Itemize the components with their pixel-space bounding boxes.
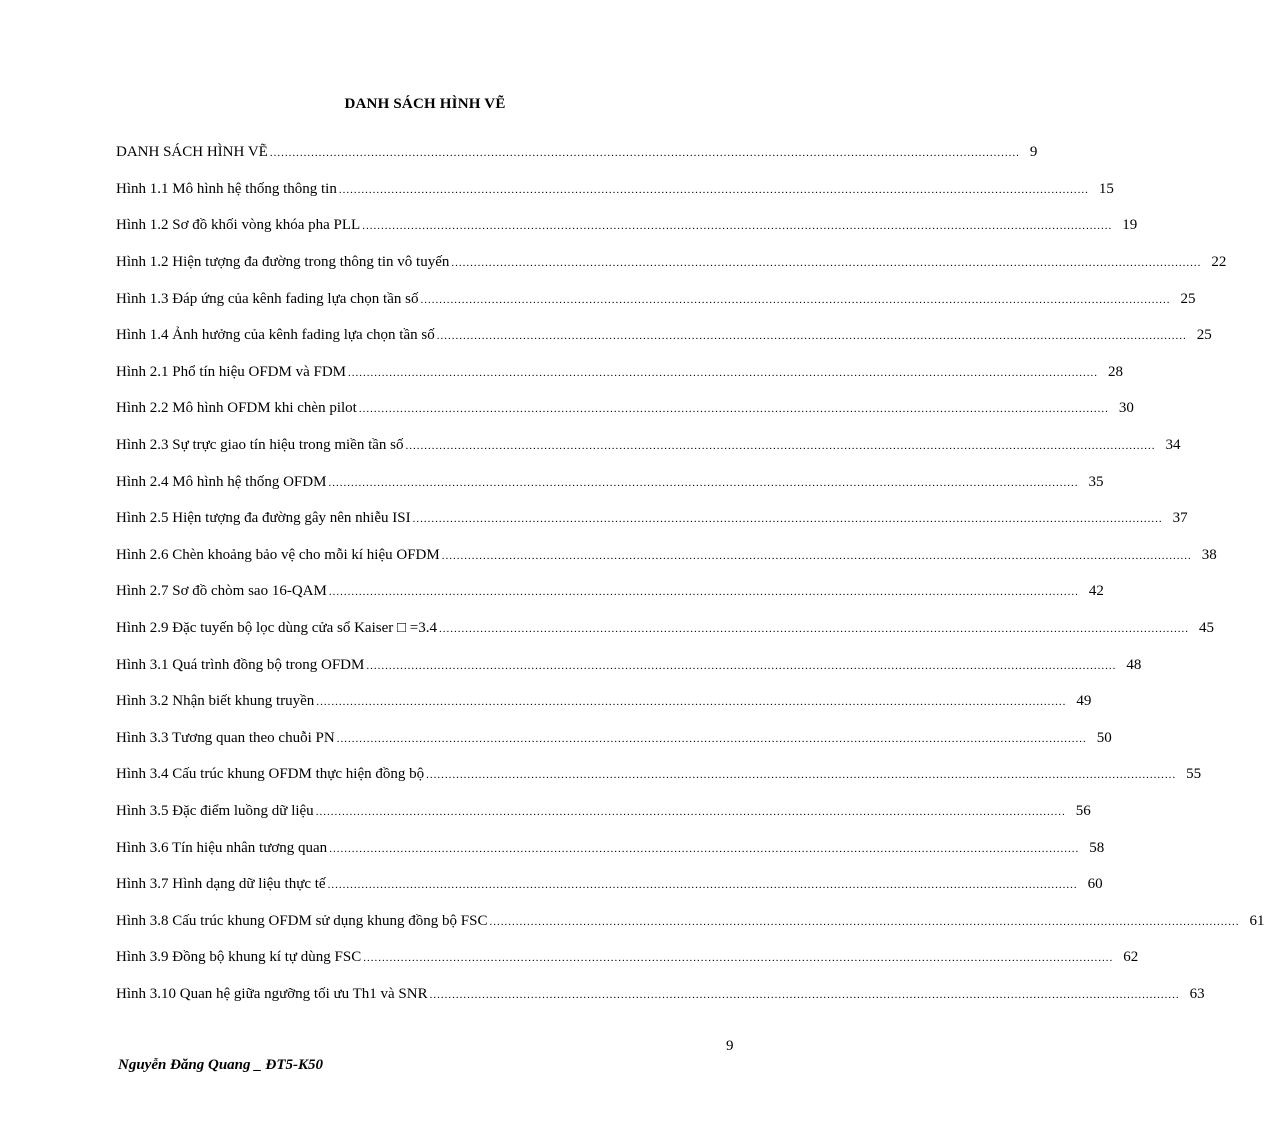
list-item[interactable]: [116, 463, 1104, 500]
entry-page-number: 15: [1098, 180, 1114, 197]
list-item[interactable]: [116, 134, 1038, 171]
entry-label: Hình 3.6 Tín hiệu nhân tương quan: [116, 839, 328, 856]
list-item[interactable]: [116, 610, 1214, 647]
list-item[interactable]: [116, 939, 1139, 976]
list-item[interactable]: [116, 207, 1138, 244]
list-item[interactable]: [116, 829, 1105, 866]
dot-leader: ........................................................................................................................................................................................................: [420, 293, 1171, 306]
dot-leader: ........................................................................................................................................................................................................: [451, 257, 1202, 270]
dot-leader: ........................................................................................................................................................................................................: [329, 842, 1080, 855]
list-item[interactable]: [116, 720, 1112, 757]
entry-label: Hình 3.8 Cấu trúc khung OFDM sử dụng khung đồng bộ FSC: [116, 912, 488, 929]
entry-page-number: 45: [1199, 620, 1214, 637]
entry-label: Hình 3.10 Quan hệ giữa ngưỡng tối ưu Th1 và SNR: [116, 985, 428, 1002]
dot-leader: ........................................................................................................................................................................................................: [489, 915, 1240, 928]
dot-leader: ........................................................................................................................................................................................................: [328, 476, 1079, 489]
entry-page-number: 58: [1089, 839, 1105, 856]
entry-page-number: 62: [1123, 949, 1139, 966]
entry-page-number: 37: [1172, 510, 1188, 527]
dot-leader: ........................................................................................................................................................................................................: [439, 623, 1189, 636]
entry-label: Hình 2.9 Đặc tuyến bộ lọc dùng cửa sổ Kaiser □ =3.4: [116, 620, 437, 637]
entry-label: Hình 2.7 Sơ đồ chòm sao 16-QAM: [116, 583, 327, 600]
entry-page-number: 19: [1122, 217, 1138, 234]
dot-leader: ........................................................................................................................................................................................................: [366, 659, 1117, 672]
dot-leader: ........................................................................................................................................................................................................: [405, 440, 1156, 453]
list-item[interactable]: [116, 646, 1142, 683]
entry-page-number: 30: [1118, 400, 1134, 417]
entry-page-number: 38: [1201, 546, 1217, 563]
entry-label: DANH SÁCH HÌNH VẼ: [116, 144, 268, 161]
dot-leader: ........................................................................................................................................................................................................: [358, 403, 1109, 416]
entry-label: Hình 3.5 Đặc điểm luồng dữ liệu: [116, 802, 314, 819]
dot-leader: ........................................................................................................................................................................................................: [269, 147, 1020, 160]
dot-leader: ........................................................................................................................................................................................................: [328, 586, 1079, 599]
entry-label: Hình 2.3 Sự trực giao tín hiệu trong miền tần số: [116, 437, 404, 454]
page-title: DANH SÁCH HÌNH VẼ: [344, 96, 506, 112]
dot-leader: ........................................................................................................................................................................................................: [429, 988, 1180, 1001]
entry-page-number: 61: [1249, 912, 1264, 929]
entry-page-number: 25: [1180, 290, 1196, 307]
list-item[interactable]: [116, 354, 1124, 391]
entry-label: Hình 2.4 Mô hình hệ thống OFDM: [116, 473, 327, 490]
entry-label: Hình 3.4 Cấu trúc khung OFDM thực hiện đồng bộ: [116, 766, 425, 783]
list-item[interactable]: [116, 171, 1114, 208]
entry-page-number: 55: [1186, 766, 1202, 783]
entry-label: Hình 2.2 Mô hình OFDM khi chèn pilot: [116, 400, 357, 417]
dot-leader: ........................................................................................................................................................................................................: [315, 805, 1066, 818]
entry-label: Hình 1.2 Sơ đồ khối vòng khóa pha PLL: [116, 217, 361, 234]
list-item[interactable]: [116, 756, 1202, 793]
dot-leader: ........................................................................................................................................................................................................: [336, 732, 1087, 745]
entry-page-number: 60: [1087, 876, 1103, 893]
entry-label: Hình 1.4 Ảnh hưởng của kênh fading lựa chọn tần số: [116, 327, 435, 344]
entry-label: Hình 3.1 Quá trình đồng bộ trong OFDM: [116, 656, 365, 673]
list-item[interactable]: [116, 902, 1264, 939]
entry-label: Hình 3.7 Hình dạng dữ liệu thực tế: [116, 876, 326, 893]
dot-leader: ........................................................................................................................................................................................................: [412, 513, 1163, 526]
list-item[interactable]: [116, 976, 1205, 1013]
list-item[interactable]: [116, 866, 1103, 903]
list-item[interactable]: [116, 244, 1227, 281]
entry-page-number: 22: [1211, 254, 1227, 271]
entry-label: Hình 2.1 Phổ tín hiệu OFDM và FDM: [116, 363, 347, 380]
entry-label: Hình 1.3 Đáp ứng của kênh fading lựa chọn tần số: [116, 290, 419, 307]
entry-page-number: 35: [1088, 473, 1104, 490]
dot-leader: ........................................................................................................................................................................................................: [348, 366, 1099, 379]
page-number: 9: [726, 1038, 734, 1054]
entry-label: Hình 2.6 Chèn khoảng bảo vệ cho mỗi kí hiệu OFDM: [116, 546, 440, 563]
list-item[interactable]: [116, 427, 1181, 464]
list-item[interactable]: [116, 573, 1104, 610]
entry-page-number: 42: [1088, 583, 1104, 600]
entry-page-number: 56: [1075, 802, 1091, 819]
dot-leader: ........................................................................................................................................................................................................: [441, 549, 1192, 562]
entry-label: Hình 3.2 Nhận biết khung truyền: [116, 693, 315, 710]
entry-page-number: 48: [1126, 656, 1142, 673]
entry-label: Hình 3.3 Tương quan theo chuỗi PN: [116, 729, 335, 746]
dot-leader: ........................................................................................................................................................................................................: [436, 330, 1187, 343]
entry-page-number: 28: [1108, 363, 1124, 380]
entry-label: Hình 3.9 Đồng bộ khung kí tự dùng FSC: [116, 949, 362, 966]
dot-leader: ........................................................................................................................................................................................................: [338, 183, 1089, 196]
list-item[interactable]: [116, 537, 1217, 574]
figure-list: [116, 134, 1264, 1012]
entry-page-number: 34: [1165, 437, 1181, 454]
entry-page-number: 25: [1196, 327, 1212, 344]
footer-author: Nguyễn Đăng Quang _ ĐT5-K50: [118, 1057, 324, 1073]
list-item[interactable]: [116, 683, 1092, 720]
dot-leader: ........................................................................................................................................................................................................: [426, 769, 1177, 782]
entry-page-number: 9: [1029, 144, 1038, 161]
entry-label: Hình 2.5 Hiện tượng đa đường gây nên nhiễu ISI: [116, 510, 411, 527]
list-item[interactable]: [116, 317, 1212, 354]
entry-label: Hình 1.2 Hiện tượng đa đường trong thông tin vô tuyến: [116, 254, 450, 271]
dot-leader: ........................................................................................................................................................................................................: [362, 220, 1113, 233]
entry-label: Hình 1.1 Mô hình hệ thống thông tin: [116, 180, 337, 197]
dot-leader: ........................................................................................................................................................................................................: [363, 952, 1114, 965]
list-item[interactable]: [116, 793, 1091, 830]
dot-leader: ........................................................................................................................................................................................................: [327, 879, 1078, 892]
list-item[interactable]: [116, 390, 1134, 427]
entry-page-number: 50: [1096, 729, 1112, 746]
list-item[interactable]: [116, 280, 1196, 317]
list-item[interactable]: [116, 500, 1188, 537]
entry-page-number: 49: [1076, 693, 1092, 710]
entry-page-number: 63: [1189, 985, 1205, 1002]
dot-leader: ........................................................................................................................................................................................................: [316, 696, 1067, 709]
